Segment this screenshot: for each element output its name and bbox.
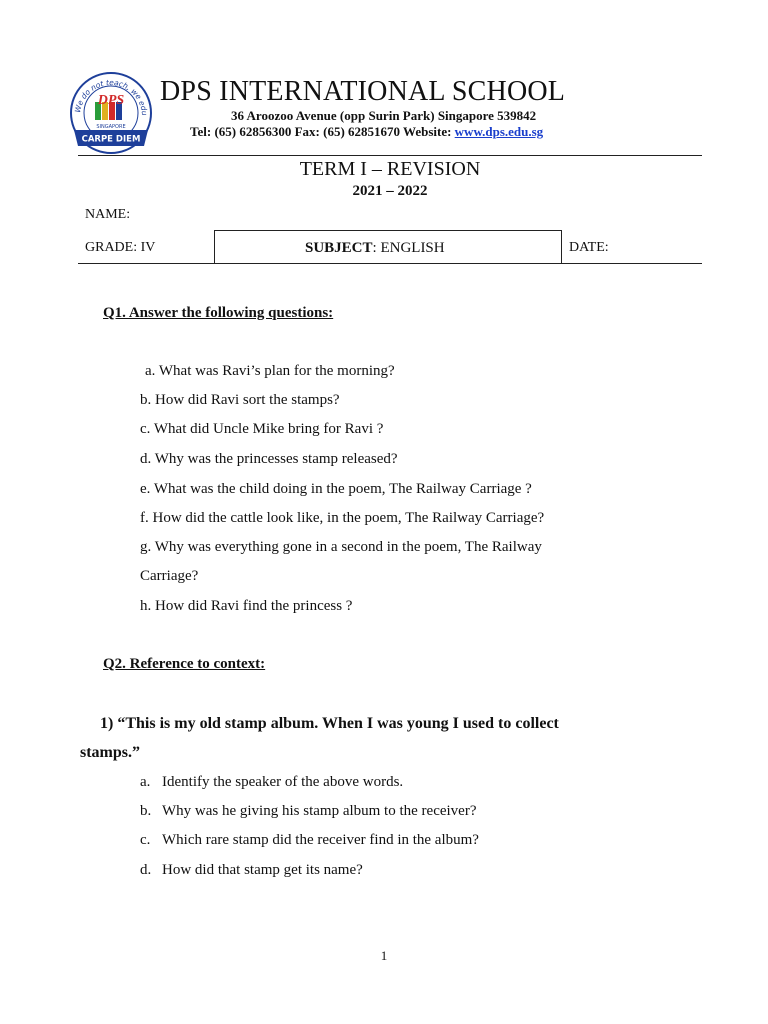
school-name: DPS INTERNATIONAL SCHOOL xyxy=(160,76,566,107)
q1-item-continued: Carriage? xyxy=(140,568,199,584)
q2-item xyxy=(140,803,477,820)
logo-motto: CARPE DIEM xyxy=(81,134,141,145)
subject-box xyxy=(214,230,562,263)
q2-item-text: Why was he giving his stamp album to the receiver? xyxy=(162,803,477,819)
q1-item: e. What was the child doing in the poem, The Railway Carriage ? xyxy=(140,481,532,497)
q1-item: d. Why was the princesses stamp released? xyxy=(140,451,398,467)
subject-label: SUBJECT xyxy=(305,240,373,256)
q2-item-text: Which rare stamp did the receiver find in the album? xyxy=(162,832,479,848)
school-contact xyxy=(190,124,543,140)
logo-ring-text: We do not teach, we edu xyxy=(73,77,150,116)
q2-item xyxy=(140,774,403,791)
logo-monogram: DPS xyxy=(97,93,125,108)
school-logo xyxy=(66,68,156,158)
q1-item: b. How did Ravi sort the stamps? xyxy=(140,392,340,408)
q1-item: f. How did the cattle look like, in the poem, The Railway Carriage? xyxy=(140,510,545,526)
grade-label: GRADE: IV xyxy=(85,240,156,255)
subject-field xyxy=(305,240,445,257)
q2-item-marker: a. xyxy=(140,774,151,790)
q2-item xyxy=(140,832,479,849)
q2-quote-line-2: stamps.” xyxy=(80,744,141,761)
subject-value: : ENGLISH xyxy=(372,240,445,256)
q1-item: h. How did Ravi find the princess ? xyxy=(140,598,353,614)
info-row xyxy=(78,230,702,264)
q2-item xyxy=(140,862,363,879)
q2-item-text: How did that stamp get its name? xyxy=(162,862,363,878)
page-number: 1 xyxy=(380,948,388,963)
contact-text: Tel: (65) 62856300 Fax: (65) 62851670 Website: xyxy=(190,124,455,139)
name-label: NAME: xyxy=(85,207,131,222)
document-title: TERM I – REVISION xyxy=(299,158,481,180)
q1-title: Q1. Answer the following questions: xyxy=(103,305,334,321)
logo-country: SINGAPORE xyxy=(96,124,126,130)
q2-quote-line-1: 1) “This is my old stamp album. When I was young I used to collect xyxy=(100,715,559,732)
date-label: DATE: xyxy=(569,240,609,255)
q2-item-text: Identify the speaker of the above words. xyxy=(162,774,404,790)
website-link[interactable]: www.dps.edu.sg xyxy=(454,124,544,139)
q2-item-marker: d. xyxy=(140,862,152,878)
q2-item-marker: b. xyxy=(140,803,152,819)
q1-item: c. What did Uncle Mike bring for Ravi ? xyxy=(140,421,384,437)
q2-item-marker: c. xyxy=(140,832,151,848)
q1-item: a. What was Ravi’s plan for the morning? xyxy=(145,363,395,379)
school-address: 36 Aroozoo Avenue (opp Surin Park) Singapore 539842 xyxy=(231,108,537,123)
academic-year: 2021 – 2022 xyxy=(352,183,428,199)
q2-title: Q2. Reference to context: xyxy=(103,656,266,672)
header-divider xyxy=(78,155,702,156)
q1-item: g. Why was everything gone in a second in the poem, The Railway xyxy=(140,539,542,555)
